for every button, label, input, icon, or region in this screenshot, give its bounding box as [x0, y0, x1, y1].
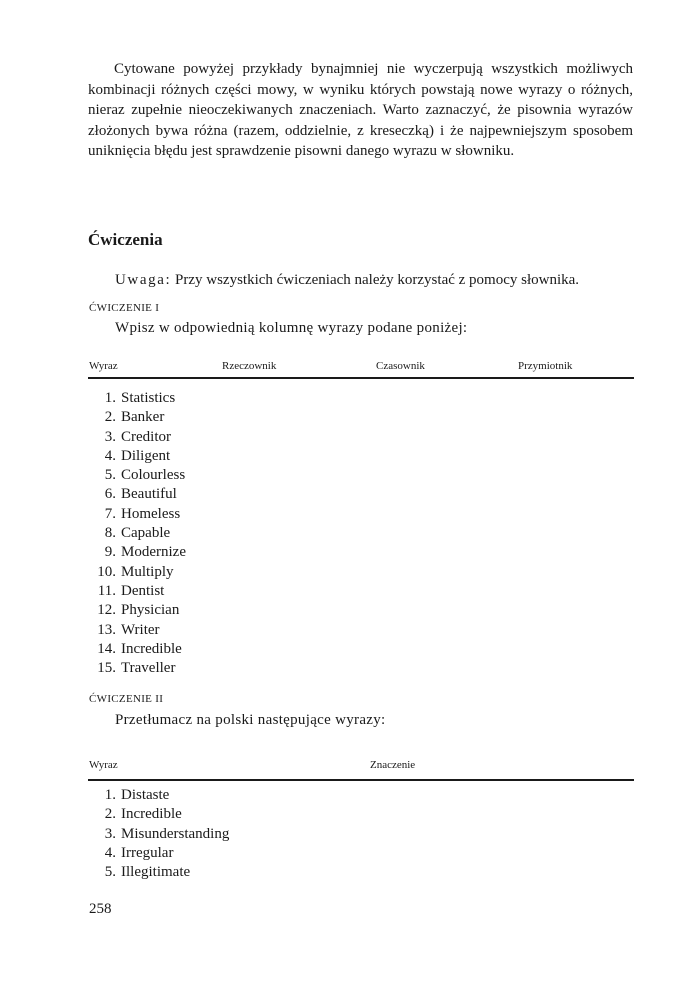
item-number: 3. [104, 428, 116, 445]
list-item [88, 389, 186, 408]
item-number: 8. [104, 525, 116, 542]
item-word: Traveller [121, 660, 176, 677]
item-number: 10. [97, 563, 116, 580]
exercise-1-word-list [88, 389, 186, 678]
item-word: Distaste [121, 787, 170, 803]
item-word: Capable [121, 525, 171, 542]
item-word: Illegitimate [121, 864, 191, 881]
list-item [88, 863, 229, 882]
list-item [88, 844, 229, 863]
item-word: Homeless [121, 505, 181, 522]
note-text: Przy wszystkich ćwiczeniach należy korzystać z pomocy słownika. [171, 272, 580, 288]
item-number: 4. [104, 447, 116, 464]
item-word: Incredible [121, 640, 182, 657]
item-word: Colourless [121, 467, 186, 484]
list-item [88, 447, 186, 466]
item-number: 5. [104, 864, 116, 881]
exercise-1-heading: ĆWICZENIE I [89, 302, 160, 314]
intro-paragraph: Cytowane powyżej przykłady bynajmniej nie wyczerpują wszystkich możliwych kombinacji różnych części mowy, w wyniku których powstają nowe wyrazy o różnych, nieraz zupełnie nieoczekiwanych znaczeniach. Warto zaznaczyć, że pisownia wyrazów złożonych bywa różna (razem, oddzielnie, z kreseczką) i że najpewniejszym sposobem uniknięcia błędu jest sprawdzenie pisowni danego wyrazu w słowniku. [88, 61, 633, 160]
item-number: 2. [104, 409, 116, 426]
list-item [88, 601, 186, 620]
note-label: Uwaga: [115, 272, 172, 288]
ex1-col-rzeczownik: Rzeczownik [222, 360, 277, 372]
item-number: 14. [97, 640, 116, 657]
list-item [88, 786, 229, 805]
exercise-2-word-list [88, 786, 229, 882]
section-title: Ćwiczenia [88, 230, 163, 249]
item-number: 13. [97, 621, 116, 638]
item-word: Physician [121, 602, 180, 619]
item-word: Beautiful [121, 486, 177, 503]
list-item [88, 659, 186, 678]
exercise-2-instruction: Przetłumacz na polski następujące wyrazy: [115, 712, 386, 728]
item-word: Multiply [121, 563, 174, 580]
item-number: 12. [97, 602, 116, 619]
ex2-col-wyraz: Wyraz [89, 759, 118, 771]
list-item [88, 485, 186, 504]
list-item [88, 543, 186, 562]
item-number: 3. [104, 825, 116, 842]
item-number: 1. [104, 787, 116, 803]
list-item [88, 563, 186, 582]
item-word: Banker [121, 409, 165, 426]
item-word: Diligent [121, 447, 171, 464]
list-item [88, 505, 186, 524]
list-item [88, 408, 186, 427]
list-item [88, 621, 186, 640]
item-number: 6. [104, 486, 116, 503]
item-number: 1. [104, 390, 116, 406]
item-word: Statistics [121, 390, 176, 406]
page-number: 258 [89, 901, 112, 917]
ex1-col-wyraz: Wyraz [89, 360, 118, 372]
item-number: 15. [97, 660, 116, 677]
usage-note [115, 272, 579, 289]
item-number: 2. [104, 806, 116, 823]
ex2-col-znaczenie: Znaczenie [370, 759, 416, 771]
list-item [88, 428, 186, 447]
item-number: 5. [104, 467, 116, 484]
item-word: Modernize [121, 544, 186, 561]
item-number: 4. [104, 844, 116, 861]
ex1-col-czasownik: Czasownik [376, 360, 425, 372]
exercise-1-instruction: Wpisz w odpowiednią kolumnę wyrazy podane poniżej: [115, 320, 468, 336]
list-item [88, 640, 186, 659]
item-word: Creditor [121, 428, 171, 445]
item-word: Dentist [121, 582, 165, 599]
list-item [88, 825, 229, 844]
item-number: 11. [97, 582, 116, 599]
item-word: Incredible [121, 806, 182, 823]
item-word: Misunderstanding [121, 825, 230, 842]
ex1-col-przymiotnik: Przymiotnik [518, 360, 573, 372]
item-word: Irregular [121, 844, 174, 861]
item-number: 9. [104, 544, 116, 561]
ex1-header-rule [88, 377, 634, 379]
list-item [88, 805, 229, 824]
item-word: Writer [121, 621, 160, 638]
list-item [88, 582, 186, 601]
exercise-2-heading: ĆWICZENIE II [89, 693, 164, 705]
list-item [88, 524, 186, 543]
ex2-header-rule [88, 779, 634, 781]
item-number: 7. [104, 505, 116, 522]
list-item [88, 466, 186, 485]
